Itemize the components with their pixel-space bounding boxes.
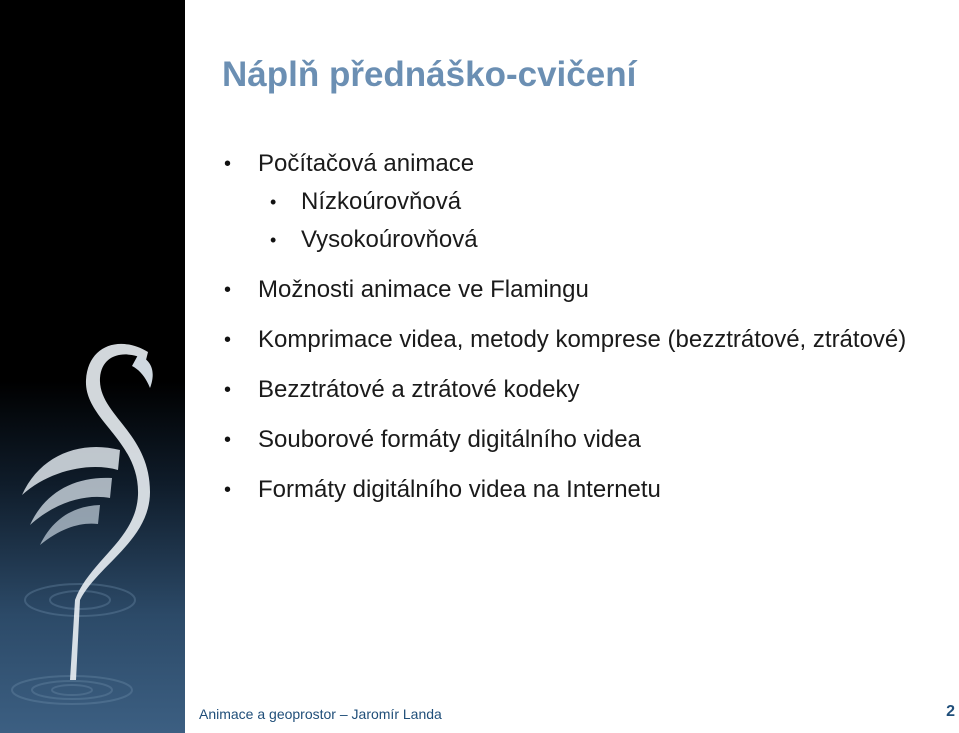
bullet-text: Bezztrátové a ztrátové kodeky [258,376,580,403]
sub-bullet-text: Nízkoúrovňová [301,188,462,215]
slide-title: Náplň přednáško-cvičení [222,55,637,94]
bullet-text: Komprimace videa, metody komprese (bezztrátové, ztrátové) [258,326,907,353]
bullet-marker: • [224,153,232,175]
bullet-text: Souborové formáty digitálního videa [258,426,641,453]
bullet-text: Formáty digitálního videa na Internetu [258,476,661,503]
sub-bullet-text: Vysokoúrovňová [301,226,478,253]
bullet-item [222,423,922,457]
slide-footer: Animace a geoprostor – Jaromír Landa [199,706,442,722]
flamingo-logo [0,0,185,733]
bullet-marker: • [270,192,277,212]
bullet-text: Počítačová animace [258,150,475,177]
sub-bullet-item [222,185,922,219]
bullet-marker: • [224,279,232,301]
bullet-marker: • [224,329,232,351]
bullet-item [222,147,922,181]
page-number: 2 [946,703,955,720]
bullet-list [222,147,922,507]
slide-content [185,0,959,733]
bullet-marker: • [224,429,232,451]
bullet-item [222,373,922,407]
bullet-item [222,273,922,307]
bullet-item [222,323,922,357]
bullet-marker: • [224,479,232,501]
sidebar-decoration [0,0,185,733]
bullet-marker: • [270,230,277,250]
sub-bullet-item [222,223,922,257]
bullet-marker: • [224,379,232,401]
bullet-text: Možnosti animace ve Flamingu [258,276,589,303]
bullet-item [222,473,922,507]
